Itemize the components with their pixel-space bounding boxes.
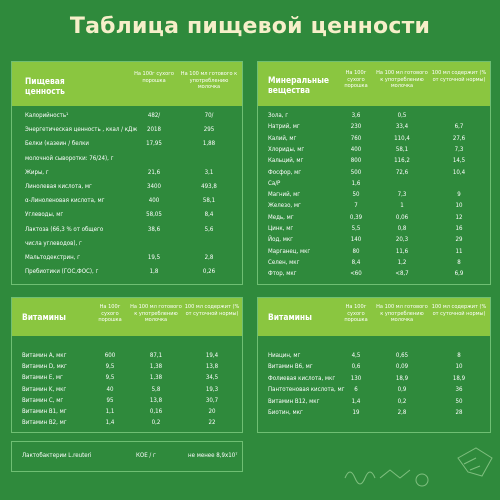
row-value: 20 [208,408,216,415]
row-value: 58,05 [146,211,162,219]
row-value: 7 [354,202,358,210]
row-label: Йод, мкг [268,236,294,244]
row-label: Ca/P [268,179,281,187]
row-value: 5,8 [151,385,161,393]
row-label: Жиры, г [25,168,49,176]
row-value: 19,3 [205,385,219,393]
row-value: 16 [455,225,463,232]
row-value: 11 [455,247,463,255]
table-row [12,209,242,221]
row-value: 87,1 [149,352,163,359]
vitamins-right-header-percent: 100 мл содержит (% от суточной нормы) [431,304,487,317]
row-label: Фосфор, мг [268,168,302,176]
row-value: 1,4 [351,397,361,405]
row-value: 34,5 [205,374,219,382]
nutrition-panel [11,61,243,285]
row-value: 38,6 [147,225,161,233]
row-value: 493,8 [201,183,217,190]
row-label: Витамин K, мкг [22,385,67,393]
row-value: 800 [350,157,362,165]
row-value: 11,6 [395,247,409,255]
row-value: 19,5 [147,254,161,261]
row-label: Хлориды, мг [268,145,305,153]
row-value: 2018 [147,126,161,134]
vitamins-left-header-milk: На 100 мл готового к употреблению молочка [130,304,182,323]
row-value: 30,7 [205,396,219,404]
table-row [258,407,490,419]
lactobacteria-value: не менее 8,9x10⁷ [188,452,238,459]
row-label: Витамин C, мг [22,396,64,404]
minerals-header-milk: На 100 мл готового к употреблению молочка [376,70,428,89]
row-label: Витамин A, мкг [22,352,67,359]
row-value: 0,09 [395,363,409,371]
row-label: Фтор, мкг [268,270,297,278]
row-label: Фолиевая кислота, мкг [268,374,336,382]
row-label: Мальтодекстрин, г [25,254,81,261]
row-value: 58,1 [395,145,409,153]
vitamins-right-header-milk: На 100 мл готового к употреблению молочка [376,304,428,323]
table-row [12,350,242,362]
table-row [12,384,242,396]
table-row [258,361,490,373]
minerals-header-powder: На 100г сухого порошка [344,70,368,89]
row-value: 80 [352,247,360,255]
minerals-header-label: Минеральные вещества [268,75,329,95]
row-value: 7,3 [397,191,407,199]
nutrition-header [12,62,242,106]
row-value: 3400 [147,183,161,190]
vitamins-right-header-powder: На 100г сухого порошка [344,304,368,323]
row-label: Зола, г [268,112,289,119]
row-value: 0,65 [395,352,409,359]
table-row [258,246,490,258]
row-value: 5,6 [204,225,214,233]
vitamins-left-header [12,298,242,336]
row-value: 20,3 [395,236,409,244]
row-value: 0,39 [349,213,363,221]
row-label: Биотин, мкг [268,409,303,416]
table-row [258,396,490,408]
row-value: 7,3 [454,145,464,153]
nutrition-header-milk: На 100 мл готового к употреблению молочка [180,71,238,90]
row-value: 13,8 [149,396,163,404]
table-row [258,133,490,145]
lactobacteria-panel [11,441,243,472]
row-value: 40 [106,385,114,393]
table-row [258,257,490,269]
row-value: 21,6 [147,168,161,176]
vitamins-left-panel [11,297,243,433]
row-value: 10,4 [452,168,466,176]
vitamins-right-header [258,298,490,336]
row-value: 3,6 [351,112,361,119]
table-row [12,372,242,384]
row-value: <60 [350,270,362,278]
row-label: Линолевая кислота, мг [25,183,92,190]
row-value: 22 [208,419,216,427]
page-title: Таблица пищевой ценности [69,14,431,39]
row-value: 28 [455,409,463,416]
row-label: Натрий, мг [268,123,300,131]
row-label: Пребиотики (ГОС,ФОС), г [25,268,99,276]
table-row [258,167,490,179]
row-value: 0,16 [149,408,163,415]
row-value: 2,8 [397,409,407,416]
table-row [258,178,490,190]
table-row [258,268,490,280]
row-value: 9 [457,191,461,199]
row-value: 18,9 [452,374,466,382]
row-value: 1,88 [202,140,216,148]
nutrition-header-powder: На 100г сухого порошка [134,71,174,84]
table-row [258,384,490,396]
row-label: Селен, мкг [268,258,300,266]
row-value: 1 [400,202,404,210]
row-value: 50 [455,397,463,405]
lactobacteria-unit: КОЕ / г [136,452,156,459]
minerals-header [258,62,490,106]
row-value: 110,4 [394,134,410,142]
table-row [258,212,490,224]
row-value: 1,38 [149,374,163,382]
row-value: 27,6 [452,134,466,142]
table-row [258,223,490,235]
row-label: Цинк, мг [268,225,294,232]
row-value: 1,8 [149,268,159,276]
row-value: 17,95 [146,140,162,148]
row-value: 95 [106,396,114,404]
minerals-panel [257,61,491,285]
table-row [258,189,490,201]
decorative-sketch-icon [340,438,500,498]
row-value: 29 [455,236,463,244]
table-row [12,406,242,418]
row-value: 600 [104,352,116,359]
row-value: 400 [148,197,160,205]
row-value: 18,9 [395,374,409,382]
table-row [12,110,242,122]
row-value: 8 [457,352,461,359]
table-row [12,195,242,207]
table-row [258,121,490,133]
table-row [12,224,242,236]
table-row [12,266,242,278]
row-value: 50 [352,191,360,199]
row-label: α-Линоленовая кислота, мг [25,197,105,205]
row-value: 9,5 [105,363,115,371]
table-row [258,144,490,156]
row-label: Углеводы, мг [25,211,64,219]
table-row [12,395,242,407]
lactobacteria-row [12,450,242,462]
row-label: Калорийность¹ [25,112,69,119]
table-row [12,124,242,136]
row-label: Пантотеновая кислота, мг [268,386,345,394]
row-value: 8 [457,258,461,266]
row-label: Витамин E, мг [22,374,63,382]
nutrition-header-label: Пищевая ценность [25,76,65,96]
row-label: числа углеводов), г [25,239,82,247]
row-value: 19 [352,409,360,416]
table-row [12,252,242,264]
row-label: Магний, мг [268,191,301,199]
row-value: 3,1 [204,168,214,176]
row-label: Медь, мг [268,213,294,221]
vitamins-left-header-powder: На 100г сухого порошка [98,304,122,323]
row-value: 1,6 [351,179,361,187]
vitamins-left-header-label: Витамины [22,312,66,322]
table-row [258,234,490,246]
row-label: Калий, мг [268,134,297,142]
row-label: Железо, мг [268,202,301,210]
row-value: 9,5 [105,374,115,382]
table-row [258,155,490,167]
row-label: Кальций, мг [268,157,304,165]
row-value: 116,2 [394,157,410,165]
row-value: 130 [350,374,362,382]
row-value: 1,1 [105,408,115,415]
row-label: Витамин B6, мг [268,363,313,371]
row-value: 14,5 [452,157,466,165]
row-value: 0,2 [397,397,407,405]
row-value: 0,2 [151,419,161,427]
row-value: <8,7 [395,270,409,278]
row-value: 400 [350,145,362,153]
table-row [258,110,490,122]
row-value: 33,4 [395,123,409,131]
row-value: 12 [455,213,463,221]
table-row [12,153,242,165]
row-value: 70/ [204,112,214,119]
table-row [12,238,242,250]
row-value: 6,7 [454,123,464,131]
row-value: 13,8 [205,363,219,371]
row-value: 1,4 [105,419,115,427]
row-value: 482/ [147,112,161,119]
row-label: Ниацин, мг [268,352,301,359]
row-label: Витамин D, мкг [22,363,67,371]
row-label: Витамин B2, мг [22,419,67,427]
row-value: 0,9 [397,386,407,394]
row-label: Белки (казеин / белки [25,140,89,148]
row-value: 0,5 [397,112,407,119]
row-value: 760 [350,134,362,142]
vitamins-right-header-label: Витамины [268,312,312,322]
table-row [12,417,242,429]
row-value: 0,6 [351,363,361,371]
row-value: 4,5 [351,352,361,359]
row-value: 5,5 [351,225,361,232]
row-label: Марганец, мкг [268,247,311,255]
row-value: 6,9 [454,270,464,278]
row-label: Энергетическая ценность , ккал / кДж [25,126,138,134]
row-value: 36 [455,386,463,394]
table-row [258,200,490,212]
row-value: 10 [455,202,463,210]
row-value: 10 [455,363,463,371]
row-value: 1,2 [397,258,407,266]
table-row [12,361,242,373]
row-value: 0,06 [395,213,409,221]
row-value: 500 [350,168,362,176]
row-value: 0,26 [202,268,216,276]
row-value: 8,4 [351,258,361,266]
minerals-header-percent: 100 мл содержит (% от суточной нормы) [431,70,487,83]
table-row [12,181,242,193]
row-value: 8,4 [204,211,214,219]
row-value: 19,4 [205,352,219,359]
row-value: 1,38 [149,363,163,371]
table-row [12,167,242,179]
row-value: 295 [203,126,215,134]
row-value: 6 [354,386,358,394]
row-value: 72,6 [395,168,409,176]
row-label: Лактоза (66,3 % от общего [25,225,104,233]
table-row [258,373,490,385]
row-label: молочной сыворотки: 76/24), г [25,154,114,162]
lactobacteria-label: Лактобактерии L.reuteri [22,452,92,459]
row-value: 230 [350,123,362,131]
table-row [12,138,242,150]
row-label: Витамин B1, мг [22,408,67,415]
table-row [258,350,490,362]
vitamins-left-header-percent: 100 мл содержит (% от суточной нормы) [184,304,240,317]
row-label: Витамин B12, мкг [268,397,320,405]
row-value: 0,8 [397,225,407,232]
row-value: 2,8 [204,254,214,261]
vitamins-right-panel [257,297,491,433]
row-value: 140 [350,236,362,244]
row-value: 58,1 [202,197,216,205]
